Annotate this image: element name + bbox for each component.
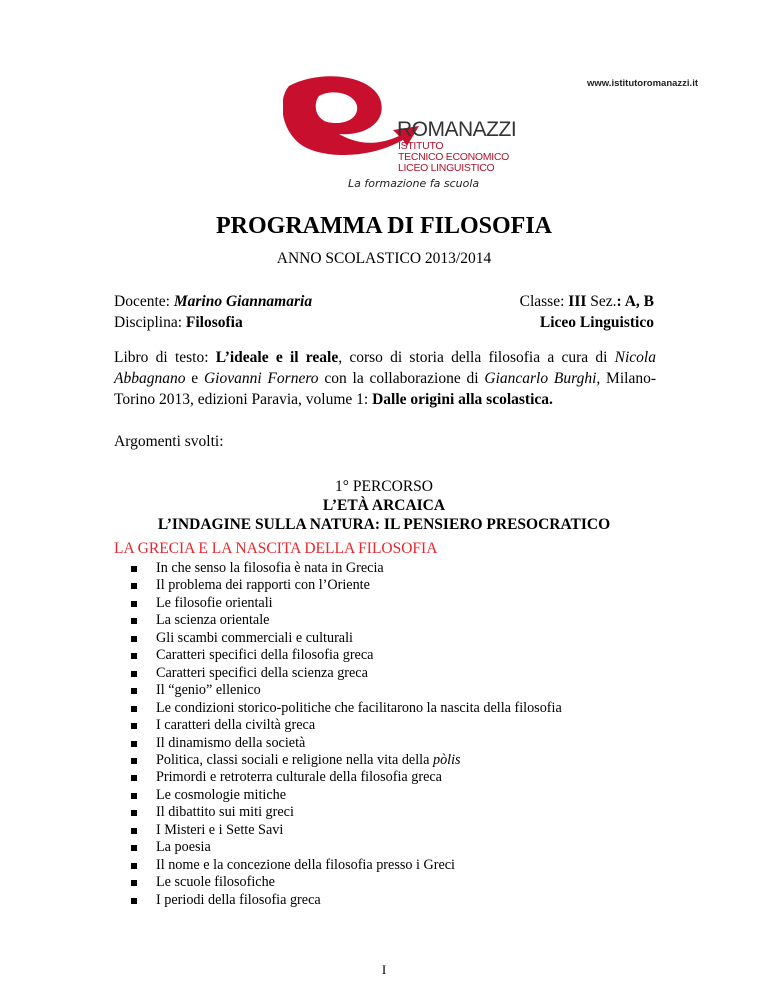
list-item-text: Le condizioni storico-politiche che facilitarono la nascita della filosofia xyxy=(156,699,562,716)
docente-label: Docente: xyxy=(114,293,170,310)
textbook-text-4: Milano-Torino 2013, edizioni Paravia, volume 1: xyxy=(114,370,656,408)
bullet-icon xyxy=(131,775,137,781)
list-item-text: Caratteri specifici della scienza greca xyxy=(156,664,368,681)
bullet-icon xyxy=(131,828,137,834)
list-item xyxy=(126,647,562,664)
bullet-icon xyxy=(131,845,137,851)
list-item xyxy=(126,665,562,682)
percorso-era: L’ETÀ ARCAICA xyxy=(322,497,446,514)
topics-label: Argomenti svolti: xyxy=(114,433,224,450)
polis-term: pòlis xyxy=(432,751,461,768)
class-info xyxy=(520,291,654,333)
list-item-text: Il “genio” ellenico xyxy=(156,682,261,699)
list-item-text: Il problema dei rapporti con l’Oriente xyxy=(156,577,370,594)
list-item-text: Gli scambi commerciali e culturali xyxy=(156,629,353,646)
classe-label: Classe: xyxy=(519,293,565,310)
list-item-text: Caratteri specifici della filosofia greca xyxy=(156,647,374,664)
bullet-icon xyxy=(131,723,137,729)
textbook-volume: Dalle origini alla scolastica. xyxy=(372,391,553,408)
docente-name: Marino Giannamaria xyxy=(173,293,313,310)
list-item xyxy=(126,804,562,821)
list-item xyxy=(126,769,562,786)
percorso-heading xyxy=(0,477,768,534)
teacher-info xyxy=(114,291,312,333)
textbook-text-1: , corso di storia della filosofia a cura di xyxy=(338,349,615,366)
list-item xyxy=(126,595,562,612)
bullet-icon xyxy=(131,618,137,624)
bullet-icon xyxy=(131,566,137,572)
textbook-text-3: con la collaborazione di xyxy=(318,370,485,387)
list-item xyxy=(126,630,562,647)
list-item-text: Il dinamismo della società xyxy=(156,734,306,751)
list-item xyxy=(126,735,562,752)
list-item xyxy=(126,892,562,909)
bullet-icon xyxy=(131,706,137,712)
list-item-text: La poesia xyxy=(156,839,211,856)
textbook-title: L’ideale e il reale xyxy=(215,349,339,366)
list-item xyxy=(126,577,562,594)
liceo-line xyxy=(520,312,654,333)
author-burghi: Giancarlo Burghi, xyxy=(484,370,601,387)
list-item-text: Il dibattito sui miti greci xyxy=(156,804,294,821)
list-item xyxy=(126,717,562,734)
list-item-text: Le cosmologie mitiche xyxy=(156,786,287,803)
school-year: ANNO SCOLASTICO 2013/2014 xyxy=(276,250,492,267)
list-item-text: Politica, classi sociali e religione nella vita della xyxy=(156,751,433,768)
logo-name: ROMANAZZI xyxy=(397,118,517,141)
bullet-icon xyxy=(131,880,137,886)
topic-list xyxy=(126,560,562,909)
textbook-label: Libro di testo: xyxy=(114,349,216,366)
page-number: I xyxy=(381,962,387,977)
sez-value: : A, B xyxy=(616,293,654,310)
bullet-icon xyxy=(131,688,137,694)
bullet-icon xyxy=(131,636,137,642)
list-item xyxy=(126,612,562,629)
website-url[interactable]: www.istitutoromanazzi.it xyxy=(586,78,698,89)
list-item-text: In che senso la filosofia è nata in Grecia xyxy=(156,560,384,576)
list-item-text: Le filosofie orientali xyxy=(156,594,273,611)
logo-line-1: ISTITUTO xyxy=(398,140,444,152)
list-item-text: La scienza orientale xyxy=(156,612,270,629)
list-item-text: I periodi della filosofia greca xyxy=(156,891,321,908)
sez-label: Sez. xyxy=(590,293,617,310)
list-item-text: Primordi e retroterra culturale della filosofia greca xyxy=(156,769,442,786)
document-title: PROGRAMMA DI FILOSOFIA xyxy=(216,213,552,239)
disciplina-label: Disciplina: xyxy=(114,314,183,331)
author-abbagnano: Nicola Abbagnano xyxy=(114,349,656,387)
bullet-icon xyxy=(131,810,137,816)
percorso-number: 1° PERCORSO xyxy=(335,478,433,495)
liceo-value: Liceo Linguistico xyxy=(539,314,654,331)
list-item xyxy=(126,787,562,804)
bullet-icon xyxy=(131,863,137,869)
bullet-icon xyxy=(131,898,137,904)
list-item xyxy=(126,682,562,699)
list-item-text: I Misteri e i Sette Savi xyxy=(156,821,284,838)
list-item-text: Il nome e la concezione della filosofia presso i Greci xyxy=(156,856,455,873)
logo-line-2: TECNICO ECONOMICO xyxy=(398,151,509,163)
bullet-icon xyxy=(131,671,137,677)
list-item-text: I caratteri della civiltà greca xyxy=(156,717,316,734)
classe-value: III xyxy=(568,293,587,310)
list-item xyxy=(126,700,562,717)
textbook-paragraph xyxy=(114,347,656,410)
docente-line xyxy=(114,291,312,312)
list-item xyxy=(126,857,562,874)
bullet-icon xyxy=(131,601,137,607)
list-item xyxy=(126,822,562,839)
bullet-icon xyxy=(131,741,137,747)
bullet-icon xyxy=(131,758,137,764)
bullet-icon xyxy=(131,653,137,659)
bullet-icon xyxy=(131,583,137,589)
list-item xyxy=(126,839,562,856)
disciplina-line xyxy=(114,312,312,333)
percorso-theme: L’INDAGINE SULLA NATURA: IL PENSIERO PRESOCRATICO xyxy=(157,516,611,533)
section-heading: LA GRECIA E LA NASCITA DELLA FILOSOFIA xyxy=(114,540,438,557)
logo-tagline: La formazione fa scuola xyxy=(348,177,480,190)
disciplina-value: Filosofia xyxy=(185,314,243,331)
author-fornero: Giovanni Fornero xyxy=(203,370,319,387)
list-item xyxy=(126,752,562,769)
list-item-text: Le scuole filosofiche xyxy=(156,874,275,891)
textbook-text-2: e xyxy=(185,370,204,387)
logo-line-3: LICEO LINGUISTICO xyxy=(398,162,495,174)
bullet-icon xyxy=(131,793,137,799)
list-item xyxy=(126,874,562,891)
list-item xyxy=(126,560,562,577)
classe-line xyxy=(520,291,654,312)
